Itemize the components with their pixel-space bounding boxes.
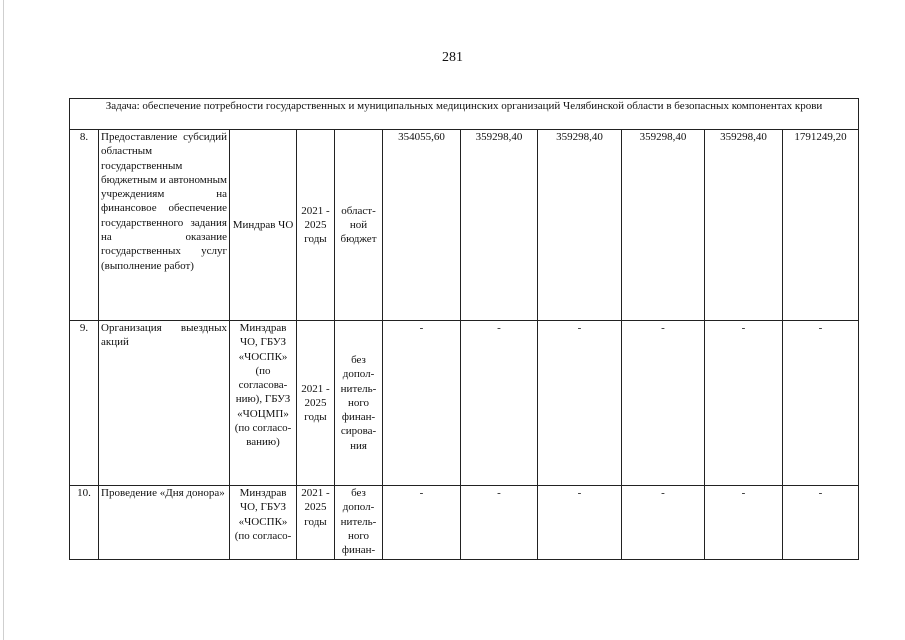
page-number: 281 bbox=[442, 50, 463, 65]
value-2025: - bbox=[705, 486, 783, 560]
activity-name: Проведение «Дня донора» bbox=[99, 486, 230, 560]
row-number: 8. bbox=[70, 130, 99, 321]
program-table bbox=[69, 98, 859, 560]
value-2023: 359298,40 bbox=[538, 130, 622, 321]
scan-edge bbox=[3, 0, 4, 640]
value-total: - bbox=[783, 321, 859, 486]
value-2024: - bbox=[622, 486, 705, 560]
executor: Миндрав ЧО bbox=[230, 130, 297, 321]
value-2022: - bbox=[461, 321, 538, 486]
funding-source: област-ной бюджет bbox=[335, 130, 383, 321]
period: 2021 - 2025 годы bbox=[297, 130, 335, 321]
value-2022: 359298,40 bbox=[461, 130, 538, 321]
period: 2021 - 2025 годы bbox=[297, 486, 335, 560]
value-total: 1791249,20 bbox=[783, 130, 859, 321]
value-2021: 354055,60 bbox=[383, 130, 461, 321]
value-2024: 359298,40 bbox=[622, 130, 705, 321]
row-number: 9. bbox=[70, 321, 99, 486]
value-2025: - bbox=[705, 321, 783, 486]
task-row bbox=[70, 99, 859, 130]
row-number: 10. bbox=[70, 486, 99, 560]
value-2023: - bbox=[538, 321, 622, 486]
value-2022: - bbox=[461, 486, 538, 560]
activity-name: Организация выездных акций bbox=[99, 321, 230, 486]
value-2023: - bbox=[538, 486, 622, 560]
value-total: - bbox=[783, 486, 859, 560]
activity-name: Предоставление субсидий областным государственным бюджетным и автономным учреждениям на финансовое обеспечение государственного задания на оказание государственных услуг (выполнение работ) bbox=[99, 130, 230, 321]
value-2025: 359298,40 bbox=[705, 130, 783, 321]
task-header: Задача: обеспечение потребности государственных и муниципальных медицинских организаций Челябинской области в безопасных компонентах крови bbox=[70, 99, 859, 130]
table-row bbox=[70, 486, 859, 560]
period: 2021 - 2025 годы bbox=[297, 321, 335, 486]
value-2021: - bbox=[383, 486, 461, 560]
table-row bbox=[70, 130, 859, 321]
funding-source: без допол-нитель-ного финан- bbox=[335, 486, 383, 560]
executor: Минздрав ЧО, ГБУЗ «ЧОСПК» (по согласо- bbox=[230, 486, 297, 560]
value-2021: - bbox=[383, 321, 461, 486]
table-row bbox=[70, 321, 859, 486]
funding-source: без допол-нитель-ного финан-сирова-ния bbox=[335, 321, 383, 486]
executor: Минздрав ЧО, ГБУЗ «ЧОСПК» (по согласова-нию), ГБУЗ «ЧОЦМП» (по согласо-ванию) bbox=[230, 321, 297, 486]
value-2024: - bbox=[622, 321, 705, 486]
